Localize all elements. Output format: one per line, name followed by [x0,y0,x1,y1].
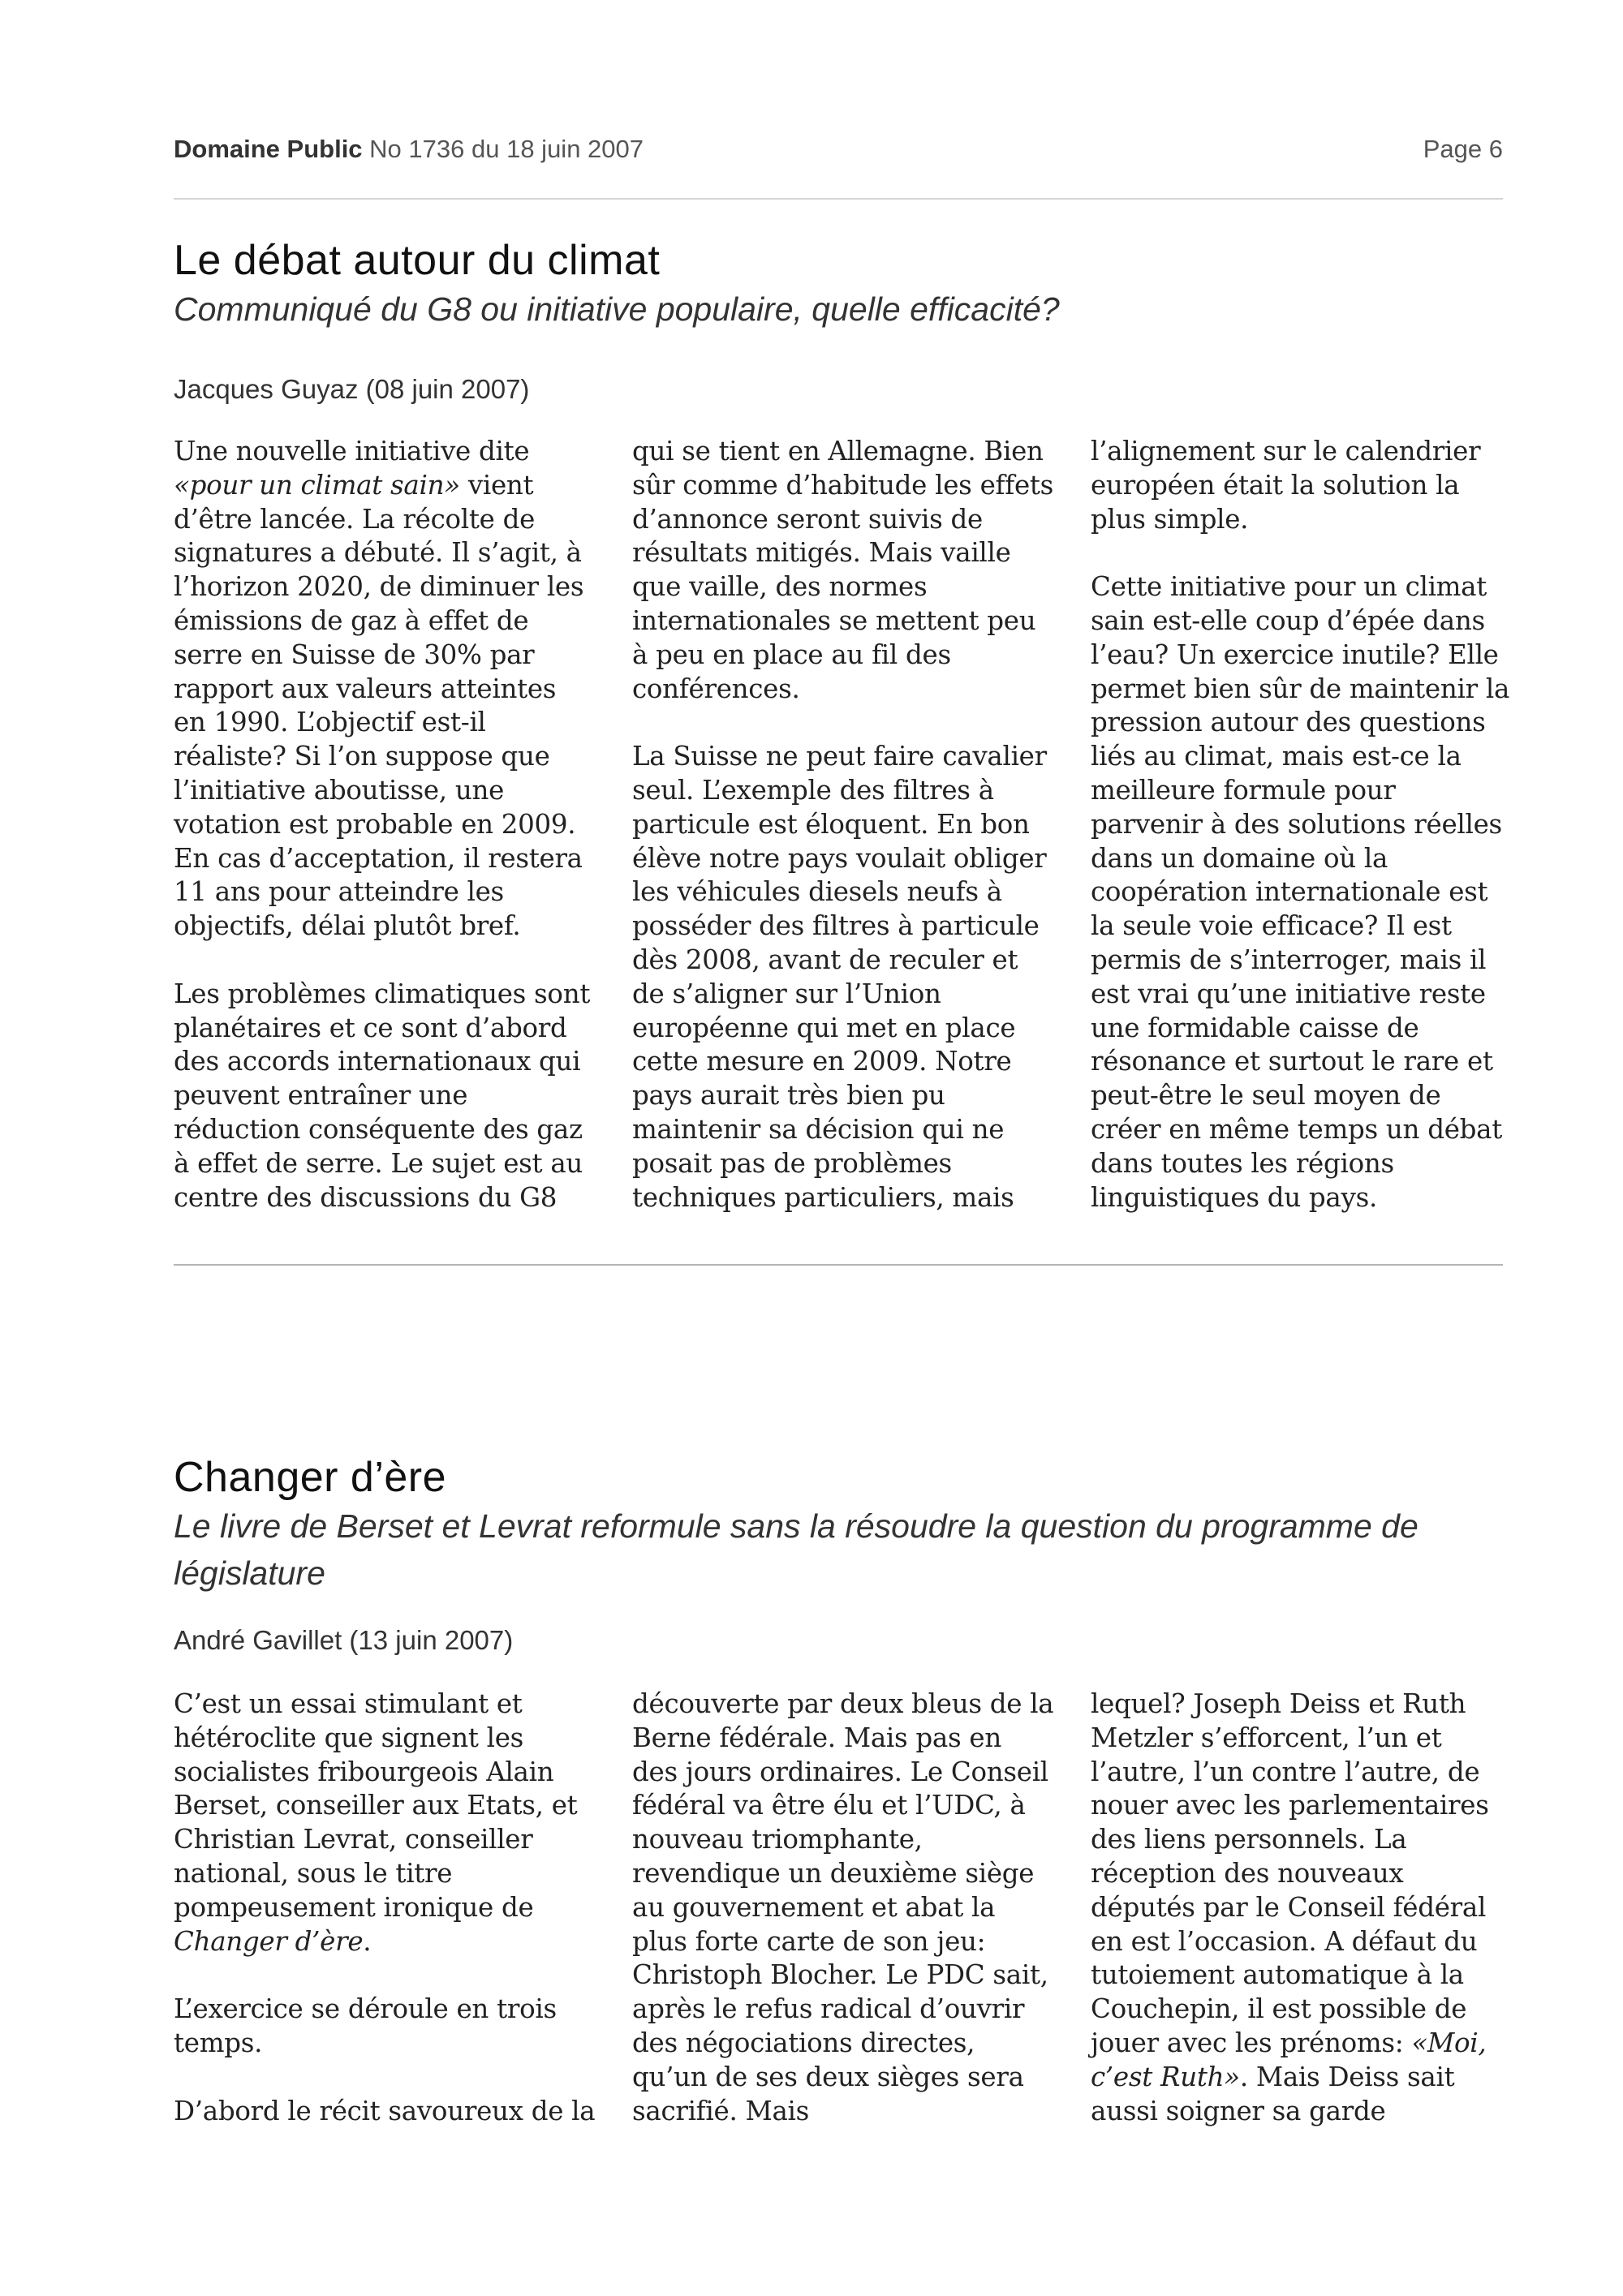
page-header [174,135,1503,164]
paragraph: lequel? Joseph Deiss et Ruth Metzler s’efforcent, l’un et l’autre, l’un contre l’autre, de nouer avec les parlementaires des liens personnels. La réception des nouveaux députés par le Conseil fédéral en est l’occasion. A défaut du tutoiement automatique à la Couchepin, il est possible de jouer avec les prénoms: «Moi, c’est Ruth». Mais Deiss sait aussi soigner sa garde [1091,1688,1489,2126]
article-author: Jacques Guyaz (08 juin 2007) [174,374,530,404]
article-columns [174,1688,1513,2128]
article-changer-dere [174,1452,1503,2126]
article-column-1 [174,435,596,1215]
article-column-2 [632,435,1054,1215]
paragraph: qui se tient en Allemagne. Bien sûr comme d’habitude les effets d’annonce seront suivis de résultats mitigés. Mais vaille que vaille, des normes internationales se mettent peu à peu en place au fil des conférences. [632,436,1054,704]
article-divider [174,1264,1503,1266]
paragraph: l’alignement sur le calendrier européen était la solution la plus simple. [1091,436,1481,535]
article-column-3 [1091,1688,1513,2128]
article-title: Le débat autour du climat [174,237,661,284]
paragraph: Une nouvelle initiative dite «pour un climat sain» vient d’être lancée. La récolte de signatures a débuté. Il s’agit, à l’horizon 2020, de diminuer les émissions de gaz à effet de serre en Suisse de 30% par rapport aux valeurs atteintes en 1990. L’objectif est-il réaliste? Si l’on suppose que l’initiative aboutisse, une votation est probable en 2009. En cas d’acceptation, il restera 11 ans pour atteindre les objectifs, délai plutôt bref. [174,436,584,942]
paragraph: Les problèmes climatiques sont planétaires et ce sont d’abord des accords internationaux qui peuvent entraîner une réduction conséquente des gaz à effet de serre. Le sujet est au centre des discussions du G8 [174,978,591,1213]
article-title: Changer d’ère [174,1454,447,1501]
article-column-3 [1091,435,1513,1215]
issue-number: No 1736 du 18 juin 2007 [369,135,644,163]
article-subtitle: Le livre de Berset et Levrat reformule sans la résoudre la question du programme de législature [174,1507,1419,1592]
publication-name: Domaine Public [174,135,363,163]
article-column-2 [632,1688,1054,2128]
article-subtitle: Communiqué du G8 ou initiative populaire, quelle efficacité? [174,290,1060,328]
paragraph: Cette initiative pour un climat sain est-elle coup d’épée dans l’eau? Un exercice inutile? Elle permet bien sûr de maintenir la pression autour des questions liés au climat, mais est-ce la meilleure formule pour parvenir à des solutions réelles dans un domaine où la coopération internationale est la seule voie efficace? Il est permis de s’interroger, mais il est vrai qu’une initiative reste une formidable caisse de résonance et surtout le rare et peut-être le seul moyen de créer en même temps un débat dans toutes les régions linguistiques du pays. [1091,571,1510,1213]
article-column-1 [174,1688,596,2128]
paragraph: L’exercice se déroule en trois temps. [174,1993,557,2058]
issue-line [174,135,644,164]
paragraph: D’abord le récit savoureux de la [174,2095,596,2126]
article-author: André Gavillet (13 juin 2007) [174,1625,514,1655]
article-columns [174,435,1513,1215]
page-number: Page 6 [1423,135,1503,163]
paragraph: C’est un essai stimulant et hétéroclite que signent les socialistes fribourgeois Alain Berset, conseiller aux Etats, et Christian Levrat, conseiller national, sous le titre pompeusement ironique de Changer d’ère. [174,1688,578,1957]
paragraph: La Suisse ne peut faire cavalier seul. L’exemple des filtres à particule est éloquent. En bon élève notre pays voulait obliger les véhicules diesels neufs à posséder des filtres à particule dès 2008, avant de reculer et de s’aligner sur l’Union européenne qui met en place cette mesure en 2009. Notre pays aurait très bien pu maintenir sa décision qui ne posait pas de problèmes techniques particuliers, mais [632,741,1047,1213]
article-climat [174,235,1510,1213]
header-divider [174,198,1503,200]
paragraph: découverte par deux bleus de la Berne fédérale. Mais pas en des jours ordinaires. Le Conseil fédéral va être élu et l’UDC, à nouveau triomphante, revendique un deuxième siège au gouvernement et abat la plus forte carte de son jeu: Christoph Blocher. Le PDC sait, après le refus radical d’ouvrir des négociations directes, qu’un de ses deux sièges sera sacrifié. Mais [632,1688,1054,2126]
